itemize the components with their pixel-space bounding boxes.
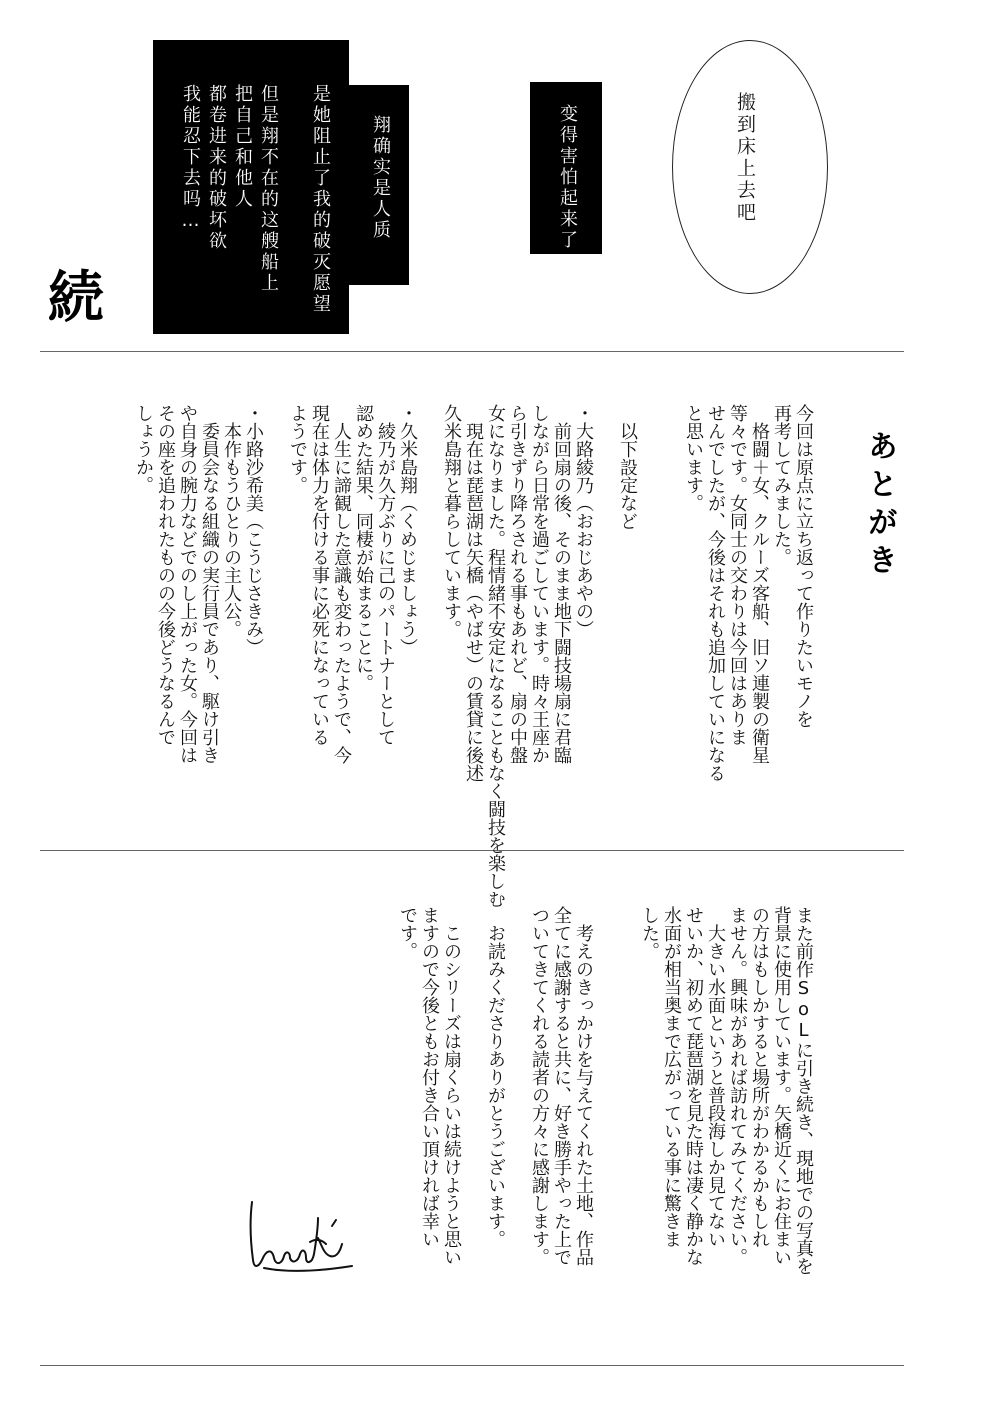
- speech-bubble-text: 搬到床上去吧: [734, 92, 756, 224]
- caption-destruction-text: 是她阻止了我的破灭愿望 但是翔不在的这艘船上 把自己和他人 都卷进来的破坏欲 我能忍下去吗…: [180, 84, 331, 315]
- divider-top: [40, 351, 904, 352]
- afterword-settings-text: 今回は原点に立ち返って作りたいモノを 再考してみました。 格闘＋女、クルーズ客船、旧ソ連製の衛星 等々です。女同士の交わりは今回はありま せんでしたが、今後はそれも追加していになる と思います。 以下設定など ・大路綾乃（おおじあやの） 前回扇の後、そのまま地下闘技場扇に君臨 しながら日常を過ごしています。時々王座か ら引きずり降ろされる事もあれど、扇の中盤 女になりました。程情緒不安定になることもなく闘技を楽しむ 現在は琵琶湖は矢橋（やばせ）の賃貸に後述 久米島翔と暮らしています。 ・久米島翔（くめじましょう） 綾乃が久方ぶりに己のパートナーとして 認めた結果、同棲が始まることに。 人生に諦観した意識も変わったようで、今 現在は体力を付ける事に必死になっている ようです。 ・小路沙希美（こうじさきみ） 本作もうひとりの主人公。 委員会なる組織の実行員であり、駆け引き や自身の腕力などでのし上がった女。今回は その座を追われたものの今後どうなるんで しょうか。: [133, 404, 814, 908]
- author-signature-icon: [244, 1198, 356, 1278]
- to-be-continued-mark: 続: [48, 265, 104, 331]
- afterword-thanks-text: また前作SoLに引き続き、現地での写真を 背景に使用しています。矢橋近くにお住まい の方はもしかすると場所がわかるかもしれ ません。興味があれば訪れてみてください。 大きい水面というと普段海しか見てない せいか、初めて琵琶湖を見た時は凄く静かな 水面が相当奥まで広がっている事に驚きま した。 考えのきっかけを与えてくれた土地、作品 全てに感謝すると共に、好き勝手やった上で ついてきてくれる読者の方々に感謝します。 お読みくださりありがとうございます。 このシリーズは扇くらいは続けようと思い ますので今後ともお付き合い頂ければ幸い です。: [397, 906, 814, 1275]
- caption-hostage-text: 翔确实是人质: [370, 115, 391, 241]
- afterword-heading: あとがき: [862, 430, 897, 582]
- caption-box-afraid: [530, 82, 602, 254]
- caption-box-hostage: [349, 85, 409, 285]
- caption-afraid-text: 变得害怕起来了: [557, 104, 578, 251]
- divider-bottom: [40, 1365, 904, 1366]
- caption-box-destruction: [153, 40, 349, 334]
